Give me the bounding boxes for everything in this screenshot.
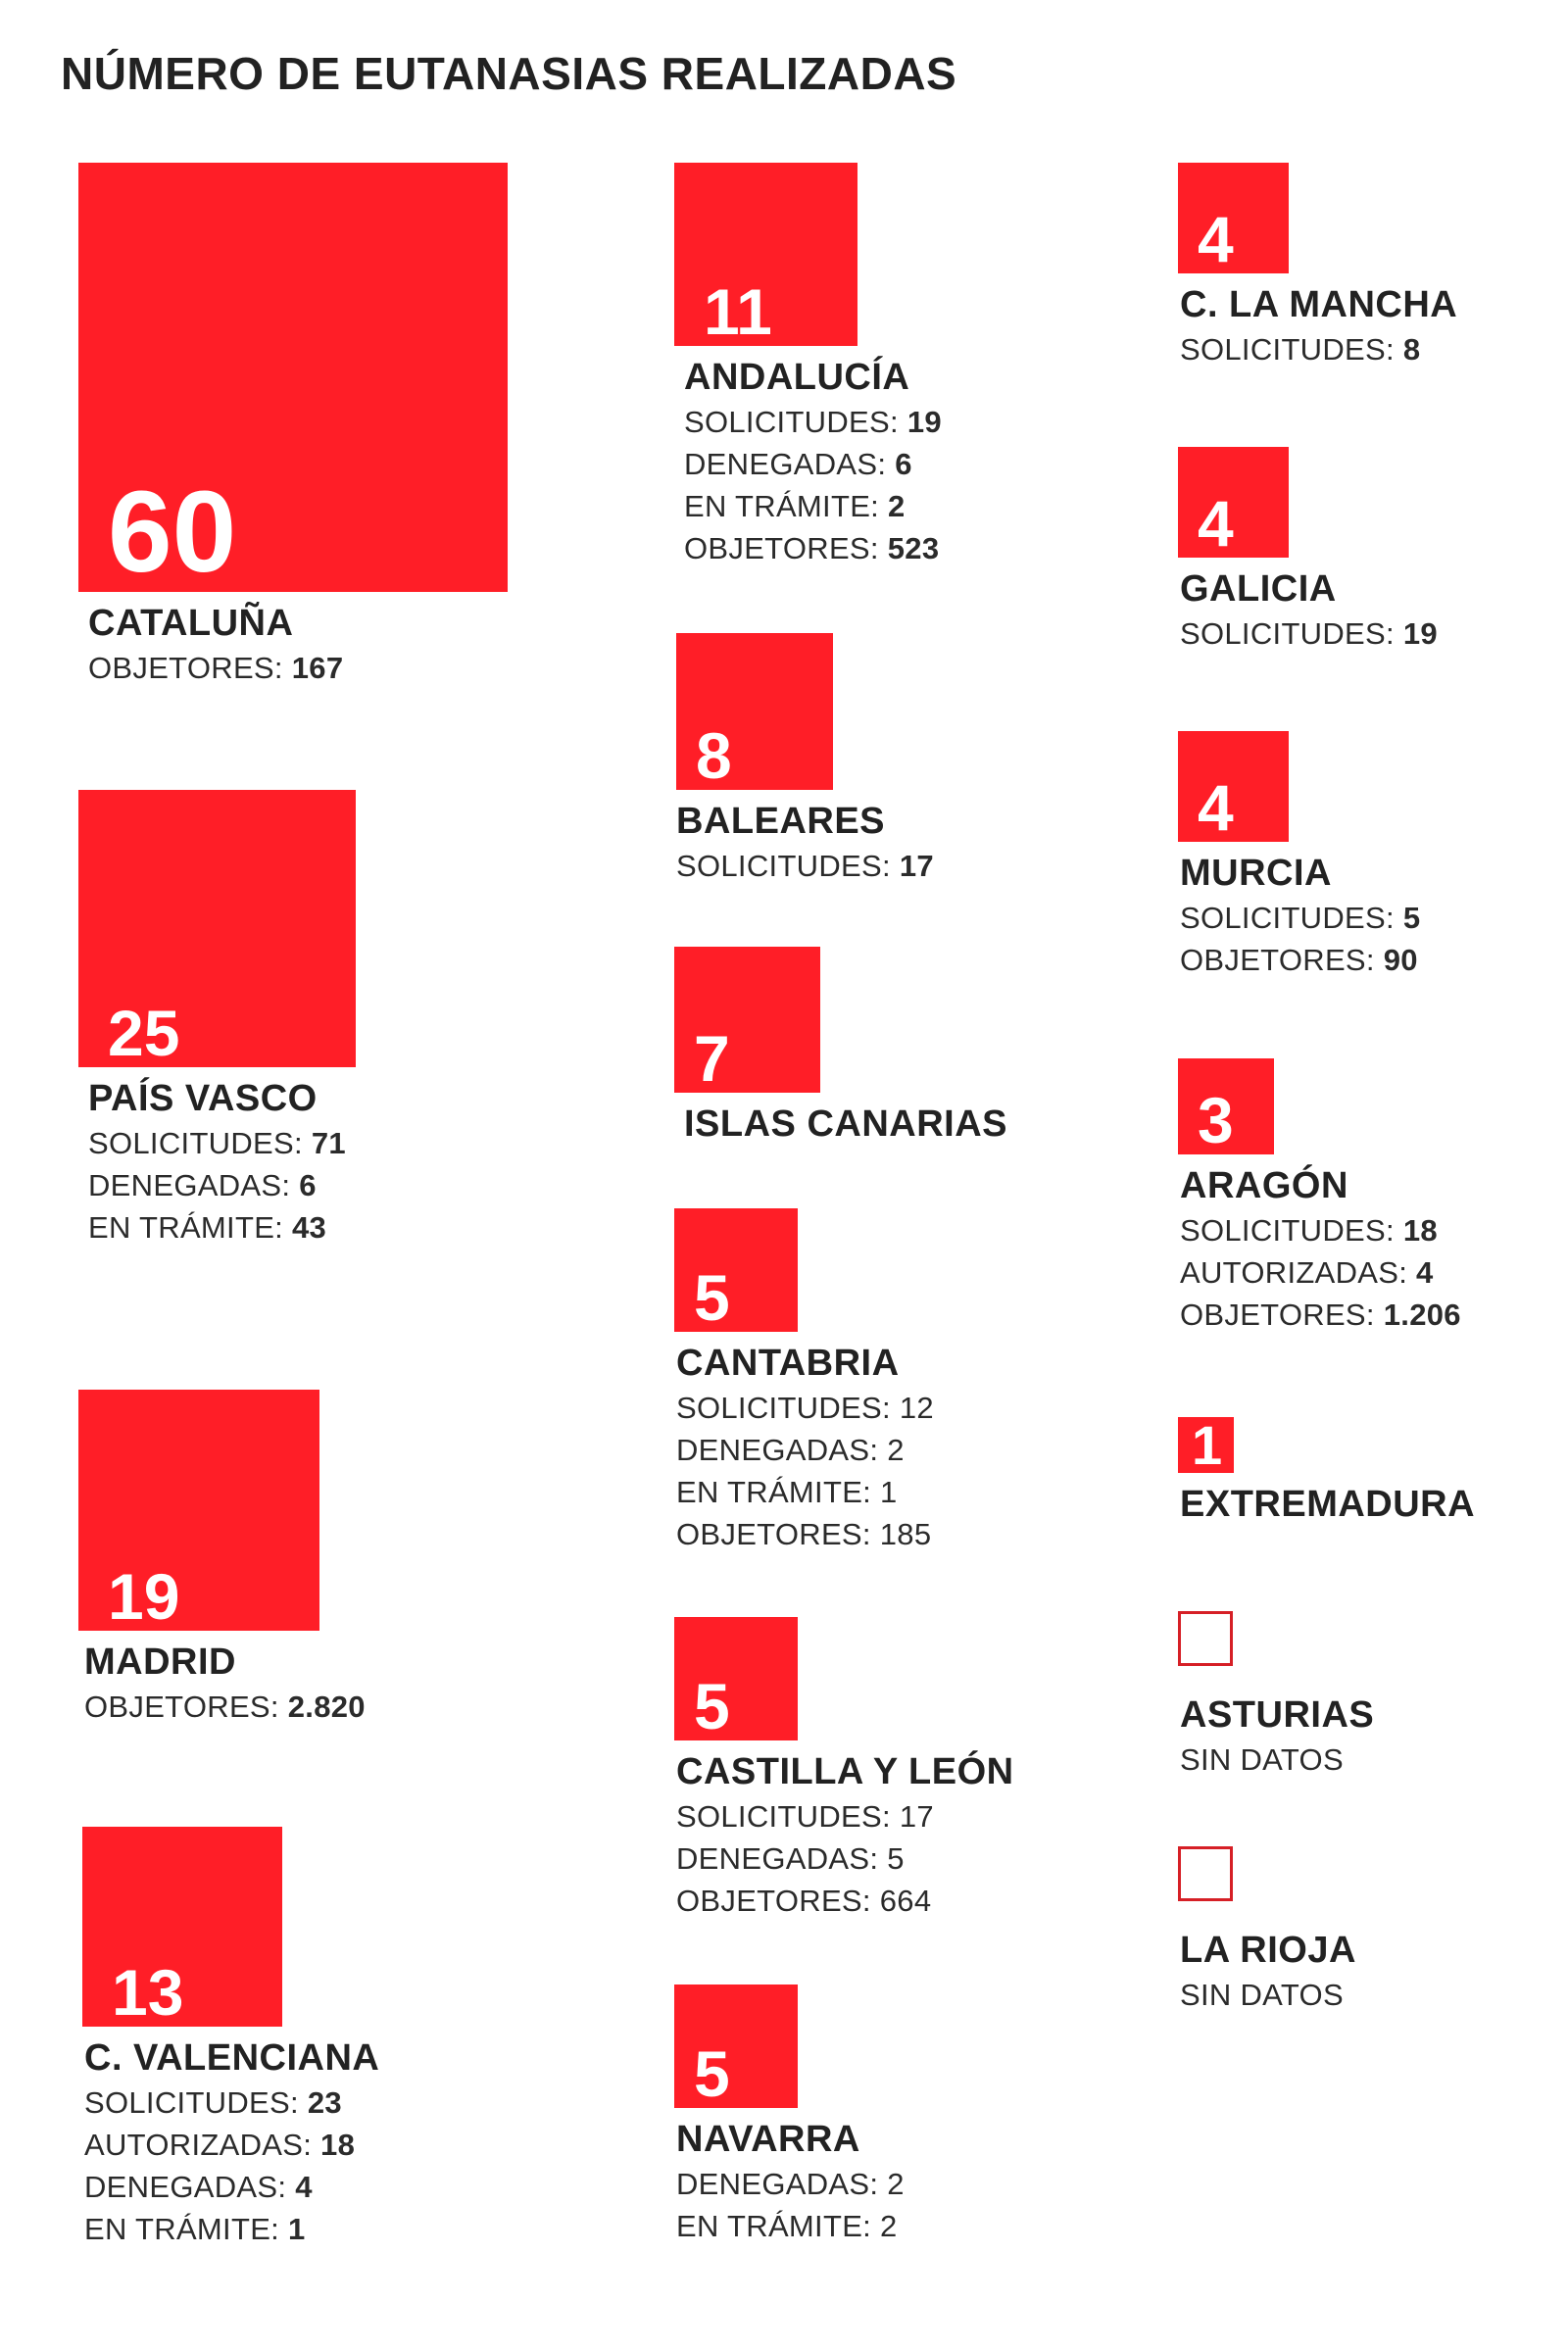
value-label-cataluna: 60 [108, 467, 237, 597]
stat-galicia-0 [1180, 612, 1438, 655]
square-castilla-y-leon [674, 1617, 798, 1740]
value-label-extremadura: 1 [1192, 1414, 1223, 1476]
stat-cataluna-0 [88, 647, 343, 689]
value-label-galicia: 4 [1198, 487, 1234, 560]
region-block-aragon [1180, 1162, 1461, 1336]
stat-la-rioja-0 [1180, 1974, 1356, 2016]
stat-label: EN TRÁMITE: [676, 1475, 880, 1509]
stat-value: 2 [887, 2167, 905, 2201]
region-name-galicia: GALICIA [1180, 568, 1337, 610]
region-name-c-la-mancha: C. LA MANCHA [1180, 284, 1458, 325]
square-galicia [1178, 447, 1289, 558]
stat-murcia-0 [1180, 897, 1420, 939]
value-label-baleares: 8 [696, 719, 732, 792]
region-block-madrid [84, 1639, 366, 1728]
region-block-cataluna [88, 600, 343, 689]
region-name-pais-vasco: PAÍS VASCO [88, 1078, 318, 1119]
stat-c-valenciana-0 [84, 2082, 379, 2124]
stat-label: SOLICITUDES: [84, 2085, 308, 2120]
region-block-murcia [1180, 850, 1420, 981]
stat-value: 4 [1416, 1255, 1434, 1290]
stat-value: 12 [899, 1391, 934, 1425]
region-name-la-rioja: LA RIOJA [1180, 1930, 1356, 1971]
stat-pais-vasco-0 [88, 1122, 346, 1164]
region-block-andalucia [684, 354, 942, 569]
region-name-cantabria: CANTABRIA [676, 1343, 900, 1384]
stat-label: SOLICITUDES: [684, 405, 907, 439]
stat-value: 2.820 [287, 1690, 366, 1724]
chart-title: NÚMERO DE EUTANASIAS REALIZADAS [61, 48, 957, 99]
stat-aragon-2 [1180, 1294, 1461, 1336]
stat-c-valenciana-1 [84, 2124, 379, 2166]
stat-label: SOLICITUDES: [88, 1126, 312, 1160]
stat-navarra-0 [676, 2163, 905, 2205]
region-block-extremadura [1180, 1481, 1475, 1528]
stat-label: SOLICITUDES: [676, 1391, 900, 1425]
region-block-galicia [1180, 565, 1438, 655]
stat-label: DENEGADAS: [676, 1433, 888, 1467]
stat-value: 6 [895, 447, 912, 481]
stat-value: 18 [320, 2128, 356, 2162]
square-murcia [1178, 731, 1289, 842]
square-islas-canarias [674, 947, 820, 1093]
stat-castilla-y-leon-1 [676, 1838, 1014, 1880]
stat-pais-vasco-1 [88, 1164, 346, 1206]
stat-aragon-1 [1180, 1251, 1461, 1294]
stat-label: EN TRÁMITE: [676, 2209, 880, 2243]
square-asturias [1178, 1611, 1233, 1666]
stat-value: 19 [1402, 616, 1438, 651]
stat-c-valenciana-2 [84, 2166, 379, 2208]
value-label-islas-canarias: 7 [694, 1022, 730, 1095]
region-block-baleares [676, 798, 934, 887]
stat-label: OBJETORES: [1180, 1298, 1384, 1332]
stat-label: DENEGADAS: [676, 1841, 888, 1876]
stat-andalucia-0 [684, 401, 942, 443]
value-label-castilla-y-leon: 5 [694, 1670, 730, 1742]
square-andalucia [674, 163, 858, 346]
region-name-murcia: MURCIA [1180, 853, 1332, 894]
region-name-navarra: NAVARRA [676, 2119, 860, 2160]
region-name-baleares: BALEARES [676, 801, 886, 842]
stat-andalucia-1 [684, 443, 942, 485]
stat-aragon-0 [1180, 1209, 1461, 1251]
stat-cantabria-3 [676, 1513, 934, 1555]
square-madrid [78, 1390, 319, 1631]
stat-value: 19 [906, 405, 942, 439]
region-name-andalucia: ANDALUCÍA [684, 357, 910, 398]
region-name-castilla-y-leon: CASTILLA Y LEÓN [676, 1751, 1014, 1792]
region-name-asturias: ASTURIAS [1180, 1694, 1375, 1736]
stat-cantabria-0 [676, 1387, 934, 1429]
stat-andalucia-2 [684, 485, 942, 527]
stat-value: 185 [879, 1517, 932, 1551]
region-name-islas-canarias: ISLAS CANARIAS [684, 1103, 1008, 1145]
square-c-valenciana [82, 1827, 282, 2027]
square-baleares [676, 633, 833, 790]
stat-value: 5 [1402, 901, 1421, 935]
stat-value: 43 [292, 1210, 327, 1245]
stat-label: EN TRÁMITE: [84, 2212, 288, 2246]
stat-asturias-0 [1180, 1739, 1374, 1781]
stat-label: SIN DATOS [1180, 1742, 1344, 1777]
region-block-cantabria [676, 1340, 934, 1555]
region-block-c-valenciana [84, 2034, 379, 2250]
stat-castilla-y-leon-0 [676, 1795, 1014, 1838]
stat-label: AUTORIZADAS: [1180, 1255, 1417, 1290]
square-extremadura [1178, 1414, 1234, 1476]
value-label-andalucia: 11 [704, 275, 772, 348]
stat-murcia-1 [1180, 939, 1420, 981]
square-navarra [674, 1984, 798, 2108]
stat-label: AUTORIZADAS: [84, 2128, 321, 2162]
square-c-la-mancha [1178, 163, 1289, 273]
stat-label: DENEGADAS: [684, 447, 896, 481]
stat-andalucia-3 [684, 527, 942, 569]
stat-label: OBJETORES: [684, 531, 888, 565]
region-block-navarra [676, 2116, 905, 2247]
stat-label: SOLICITUDES: [676, 849, 900, 883]
stat-madrid-0 [84, 1686, 366, 1728]
stat-label: OBJETORES: [84, 1690, 288, 1724]
value-label-pais-vasco: 25 [108, 997, 180, 1069]
stat-label: OBJETORES: [676, 1517, 880, 1551]
stat-navarra-1 [676, 2205, 905, 2247]
value-label-cantabria: 5 [694, 1261, 730, 1334]
value-label-aragon: 3 [1198, 1084, 1234, 1156]
stat-label: OBJETORES: [676, 1884, 880, 1918]
value-label-c-valenciana: 13 [112, 1956, 184, 2029]
stat-label: DENEGADAS: [88, 1168, 300, 1202]
stat-label: OBJETORES: [1180, 943, 1384, 977]
value-label-navarra: 5 [694, 2037, 730, 2110]
region-name-extremadura: EXTREMADURA [1180, 1484, 1476, 1525]
stat-label: SOLICITUDES: [1180, 616, 1403, 651]
stat-value: 71 [311, 1126, 346, 1160]
stat-value: 17 [899, 849, 934, 883]
region-block-la-rioja [1180, 1927, 1356, 2016]
stat-label: EN TRÁMITE: [88, 1210, 292, 1245]
square-pais-vasco [78, 790, 356, 1067]
stat-value: 2 [888, 489, 906, 523]
stat-cantabria-2 [676, 1471, 934, 1513]
stat-value: 1 [880, 1475, 898, 1509]
stat-label: SIN DATOS [1180, 1978, 1344, 2012]
stat-value: 6 [299, 1168, 317, 1202]
stat-cantabria-1 [676, 1429, 934, 1471]
stat-value: 90 [1383, 943, 1418, 977]
stat-value: 17 [899, 1799, 934, 1834]
stat-label: SOLICITUDES: [676, 1799, 900, 1834]
stat-value: 664 [879, 1884, 932, 1918]
stat-label: OBJETORES: [88, 651, 292, 685]
square-aragon [1178, 1058, 1274, 1154]
value-label-murcia: 4 [1198, 771, 1234, 844]
region-block-castilla-y-leon [676, 1748, 1014, 1922]
stat-value: 167 [291, 651, 344, 685]
stat-value: 1.206 [1383, 1298, 1461, 1332]
stat-value: 523 [887, 531, 940, 565]
value-label-c-la-mancha: 4 [1198, 203, 1234, 275]
square-la-rioja [1178, 1846, 1233, 1901]
stat-c-valenciana-3 [84, 2208, 379, 2250]
stat-label: EN TRÁMITE: [684, 489, 888, 523]
stat-label: SOLICITUDES: [1180, 901, 1403, 935]
stat-value: 4 [295, 2170, 313, 2204]
stat-value: 8 [1402, 332, 1421, 367]
region-block-islas-canarias [684, 1101, 1007, 1148]
region-name-madrid: MADRID [84, 1642, 236, 1683]
stat-label: SOLICITUDES: [1180, 1213, 1403, 1248]
stat-pais-vasco-2 [88, 1206, 346, 1249]
region-name-aragon: ARAGÓN [1180, 1165, 1348, 1206]
stat-label: DENEGADAS: [84, 2170, 296, 2204]
stat-value: 5 [887, 1841, 905, 1876]
stat-label: DENEGADAS: [676, 2167, 888, 2201]
stat-baleares-0 [676, 845, 934, 887]
stat-c-la-mancha-0 [1180, 328, 1457, 370]
square-cantabria [674, 1208, 798, 1332]
region-block-pais-vasco [88, 1075, 346, 1249]
value-label-madrid: 19 [108, 1560, 180, 1633]
stat-value: 18 [1402, 1213, 1438, 1248]
region-block-asturias [1180, 1691, 1374, 1781]
region-name-c-valenciana: C. VALENCIANA [84, 2037, 380, 2079]
stat-value: 23 [307, 2085, 342, 2120]
stat-label: SOLICITUDES: [1180, 332, 1403, 367]
stat-castilla-y-leon-2 [676, 1880, 1014, 1922]
stat-value: 1 [288, 2212, 306, 2246]
stat-value: 2 [887, 1433, 905, 1467]
square-cataluna [78, 163, 508, 597]
region-name-cataluna: CATALUÑA [88, 603, 294, 644]
stat-value: 2 [880, 2209, 898, 2243]
region-block-c-la-mancha [1180, 281, 1457, 370]
